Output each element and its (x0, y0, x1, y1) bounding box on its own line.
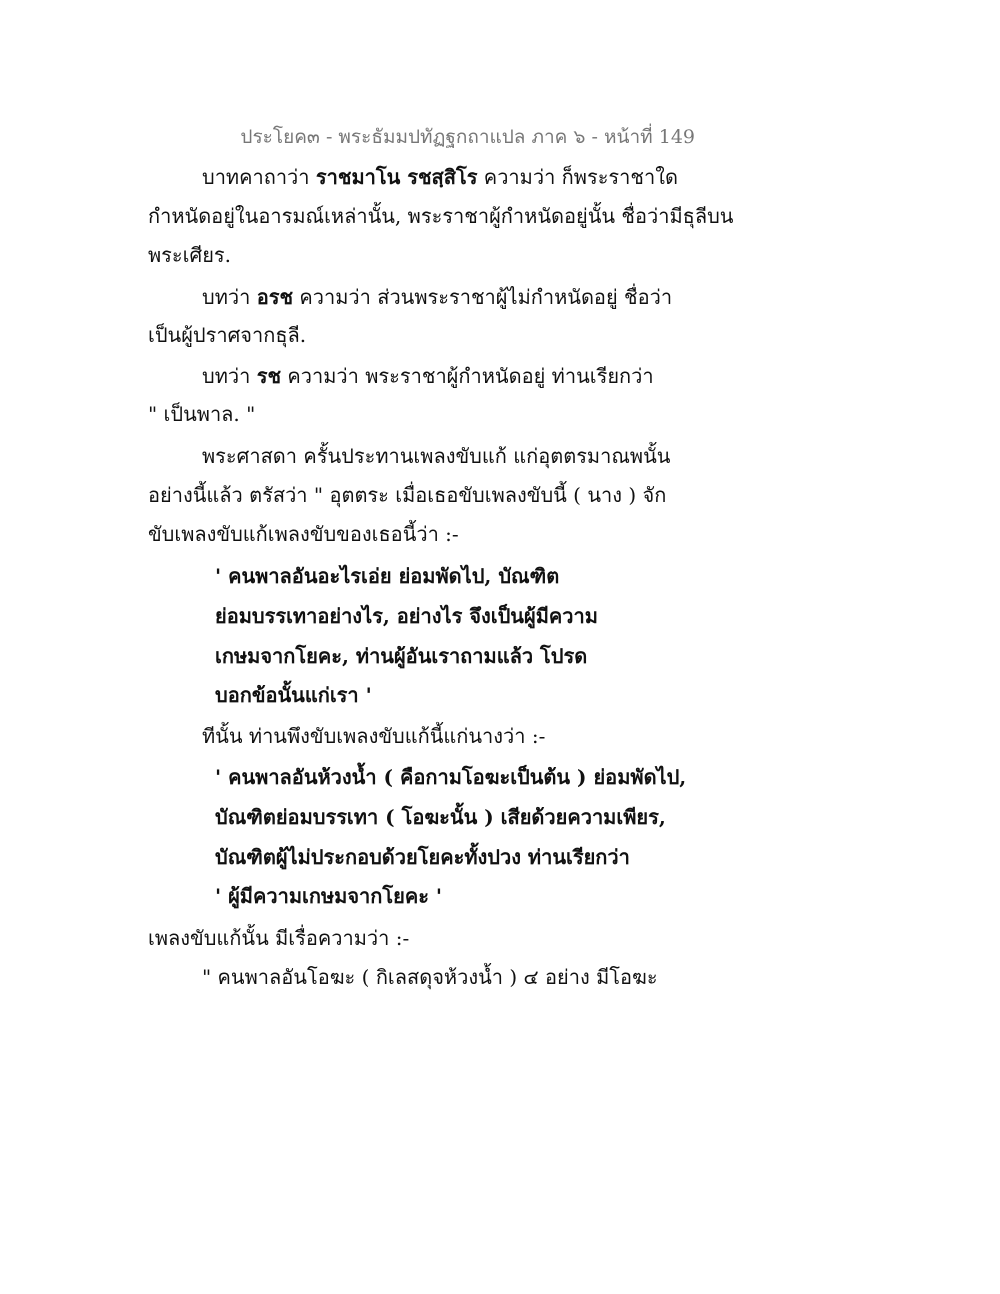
paragraph-3-line-1 (202, 366, 654, 386)
paragraph-6: เพลงขับแก้นั้น มีเรื่อความว่า :- (148, 926, 410, 950)
verse-2-line-4: ' ผู้มีความเกษมจากโยคะ ' (215, 884, 443, 908)
verse-2-line-3: บัณฑิตผู้ไม่ประกอบด้วยโยคะทั้งปวง ท่านเรียกว่า (215, 845, 630, 869)
page-header: ประโยค๓ - พระธัมมปทัฏฐกถาแปล ภาค ๖ - หน้าที่ 149 (240, 126, 695, 148)
pali-term: ราชมาโน รชสฺสิโร (315, 165, 478, 189)
paragraph-1-line-3: พระเศียร. (148, 243, 232, 267)
verse-2-line-2: บัณฑิตย่อมบรรเทา ( โอฆะนั้น ) เสียด้วยความเพียร, (215, 805, 666, 829)
text: ความว่า ส่วนพระราชาผู้ไม่กำหนัดอยู่ ชื่อว่า (293, 285, 673, 309)
verse-1-line-3: เกษมจากโยคะ, ท่านผู้อันเราถามแล้ว โปรด (215, 644, 588, 668)
verse-2-line-1: ' คนพาลอันห้วงน้ำ ( คือกามโอฆะเป็นต้น ) ย่อมพัดไป, (215, 765, 687, 789)
paragraph-5: ทีนั้น ท่านพึงขับเพลงขับแก้นี้แก่นางว่า :- (202, 724, 546, 748)
paragraph-1-line-2: กำหนัดอยู่ในอารมณ์เหล่านั้น, พระราชาผู้กำหนัดอยู่นั้น ชื่อว่ามีธุลีบน (148, 204, 734, 228)
paragraph-4-line-3: ขับเพลงขับแก้เพลงขับของเธอนี้ว่า :- (148, 522, 459, 546)
verse-1-line-1: ' คนพาลอันอะไรเอ่ย ย่อมพัดไป, บัณฑิต (215, 564, 560, 588)
text: ความว่า ก็พระราชาใด (477, 165, 678, 189)
paragraph-4-line-2: อย่างนี้แล้ว ตรัสว่า " อุตตระ เมื่อเธอขับเพลงขับนี้ ( นาง ) จัก (148, 483, 667, 507)
pali-term: รช (256, 364, 282, 388)
paragraph-2-line-2: เป็นผู้ปราศจากธุลี. (148, 323, 307, 347)
text: ความว่า พระราชาผู้กำหนัดอยู่ ท่านเรียกว่า (281, 364, 654, 388)
paragraph-2-line-1 (202, 287, 672, 307)
pali-term: อรช (256, 285, 294, 309)
text: บาทคาถาว่า (202, 165, 316, 189)
verse-1-line-4: บอกข้อนั้นแก่เรา ' (215, 683, 372, 707)
text: บทว่า (202, 364, 257, 388)
paragraph-7: " คนพาลอันโอฆะ ( กิเลสดุจห้วงน้ำ ) ๔ อย่าง มีโอฆะ (202, 965, 658, 989)
verse-1-line-2: ย่อมบรรเทาอย่างไร, อย่างไร จึงเป็นผู้มีความ (215, 604, 598, 628)
paragraph-4-line-1: พระศาสดา ครั้นประทานเพลงขับแก้ แก่อุตตรมาณพนั้น (202, 444, 671, 468)
paragraph-1-line-1 (202, 167, 678, 187)
text: บทว่า (202, 285, 257, 309)
paragraph-3-line-2: " เป็นพาล. " (148, 402, 256, 426)
